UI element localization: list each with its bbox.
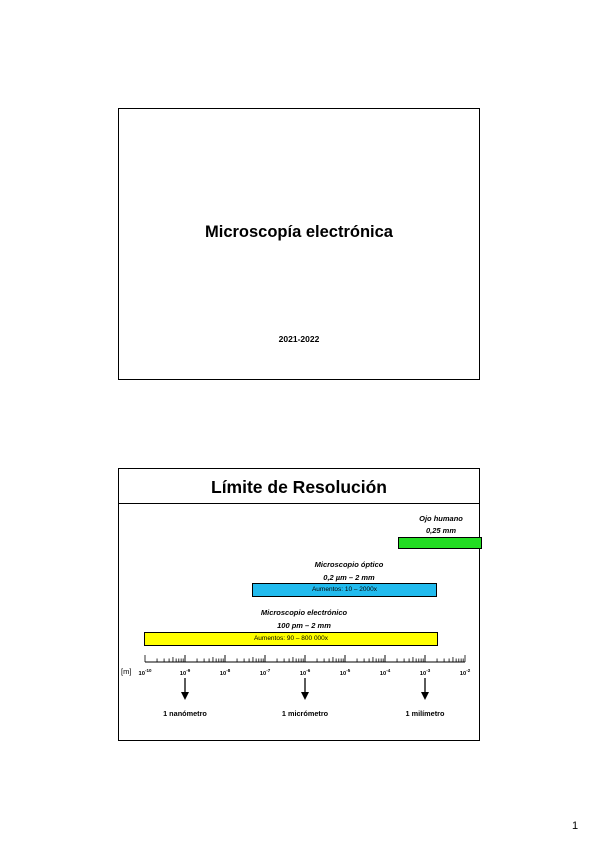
electron-label: Microscopio electrónico xyxy=(260,608,348,617)
unit-label: [m] xyxy=(121,667,132,676)
tick-label: $10^{-9}$ xyxy=(179,668,191,677)
log-scale-ruler xyxy=(119,469,479,669)
electron-range: 100 pm – 2 mm xyxy=(277,621,331,630)
arrow-down-icon xyxy=(420,678,430,702)
optical-label: Microscopio óptico xyxy=(314,560,384,569)
title-slide xyxy=(118,108,480,380)
resolution-limit-slide xyxy=(118,468,480,741)
tick-label: $10^{-4}$ xyxy=(379,668,391,677)
optical-magnification: Aumentos: 10 – 2000x xyxy=(311,586,378,593)
tick-label: $10^{-10}$ xyxy=(138,668,152,677)
tick-label: $10^{-3}$ xyxy=(419,668,431,677)
eye-label: Ojo humano xyxy=(419,514,463,523)
slide-subtitle: 2021-2022 xyxy=(278,334,320,344)
tick-label: $10^{-6}$ xyxy=(299,668,311,677)
tick-label: $10^{-5}$ xyxy=(339,668,351,677)
tick-label: $10^{-8}$ xyxy=(219,668,231,677)
landmark-nanometer: 1 nanómetro xyxy=(163,709,207,718)
arrow-down-icon xyxy=(180,678,190,702)
electron-magnification: Aumentos: 90 – 800 000x xyxy=(253,635,329,642)
page-number: 1 xyxy=(572,820,579,832)
slide-title: Microscopía electrónica xyxy=(205,223,393,241)
landmark-micrometer: 1 micrómetro xyxy=(281,709,329,718)
tick-label: $10^{-2}$ xyxy=(459,668,471,677)
optical-range: 0,2 µm – 2 mm xyxy=(323,573,375,582)
landmark-millimeter: 1 milímetro xyxy=(405,709,445,718)
eye-range: 0,25 mm xyxy=(425,526,457,535)
arrow-down-icon xyxy=(300,678,310,702)
tick-label: $10^{-7}$ xyxy=(259,668,271,677)
slide-title: Límite de Resolución xyxy=(211,477,387,497)
